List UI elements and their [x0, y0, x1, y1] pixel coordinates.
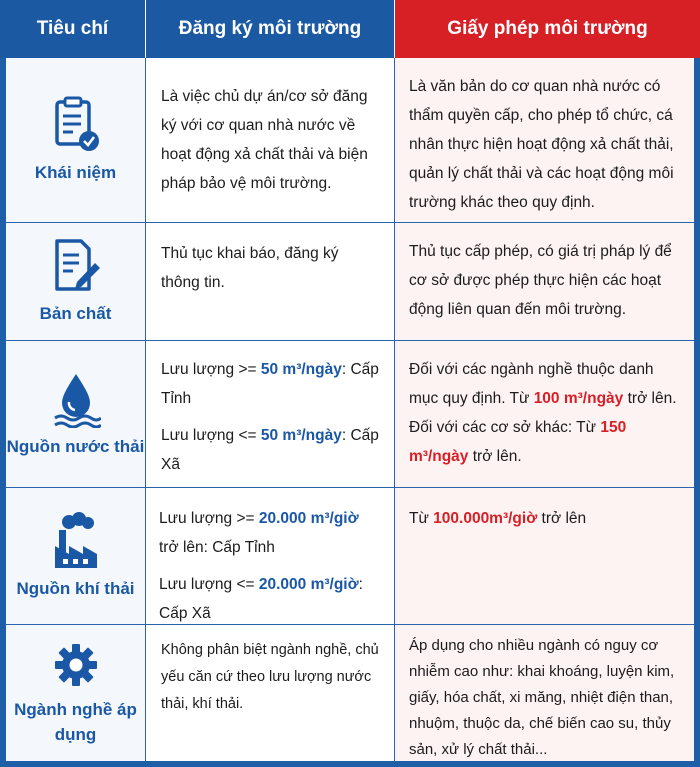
registration-line	[159, 504, 380, 562]
criteria-label: Ngành nghề áp dụng	[14, 700, 137, 744]
registration-line	[161, 355, 380, 413]
permit-line	[409, 413, 682, 471]
water-drop-icon	[51, 370, 101, 428]
text: trở lên	[537, 510, 587, 527]
permit-line	[409, 355, 682, 413]
table-row	[6, 625, 694, 761]
text: Đối với các ngành nghề thuộc danh mục quy định. Từ	[409, 361, 654, 407]
criteria-label: Bản chất	[39, 304, 112, 323]
criteria-cell	[6, 58, 146, 222]
registration-cell: Là việc chủ dự án/cơ sở đăng ký với cơ quan nhà nước về hoạt động xả chất thải và biện pháp bảo vệ môi trường.	[146, 58, 395, 222]
flow-value: 50 m³/ngày	[260, 361, 342, 378]
flow-value: 20.000 m³/giờ	[258, 576, 359, 593]
header-permit: Giấy phép môi trường	[395, 0, 700, 58]
factory-smoke-icon	[51, 512, 101, 570]
registration-line	[161, 421, 380, 479]
text: Từ	[409, 510, 434, 527]
text: : Cấp Xã	[161, 427, 379, 473]
registration-cell	[146, 341, 395, 487]
flow-value: 150 m³/ngày	[409, 419, 627, 465]
header-registration: Đăng ký môi trường	[146, 0, 395, 58]
table-row	[6, 223, 694, 341]
table-row	[6, 58, 694, 223]
permit-cell: Thủ tục cấp phép, có giá trị pháp lý để cơ sở được phép thực hiện các hoạt động liên quan đến môi trường.	[395, 223, 694, 340]
criteria-label: Nguồn khí thải	[16, 578, 135, 598]
text: Lưu lượng <=	[159, 576, 259, 593]
text: trở lên: Cấp Tỉnh	[159, 539, 275, 556]
permit-cell	[395, 341, 694, 487]
permit-cell	[395, 488, 694, 624]
text: Lưu lượng <=	[161, 427, 261, 444]
criteria-cell	[6, 341, 146, 487]
registration-cell: Thủ tục khai báo, đăng ký thông tin.	[146, 223, 395, 340]
document-pen-icon	[51, 237, 101, 295]
clipboard-check-icon	[51, 96, 101, 154]
table-row	[6, 341, 694, 488]
criteria-label: Nguồn nước thải	[6, 436, 145, 456]
criteria-cell	[6, 625, 146, 761]
text: Đối với các cơ sở khác: Từ	[409, 419, 601, 436]
flow-value: 20.000 m³/giờ	[258, 510, 359, 527]
text: Lưu lượng >=	[159, 510, 259, 527]
text: trở lên.	[623, 390, 677, 407]
registration-cell: Không phân biệt ngành nghề, chủ yếu căn cứ theo lưu lượng nước thải, khí thải.	[146, 625, 395, 761]
text: : Cấp Tỉnh	[161, 361, 379, 407]
text: trở lên.	[468, 448, 522, 465]
gear-icon	[51, 639, 101, 697]
permit-cell: Áp dụng cho nhiều ngành có nguy cơ nhiễm cao như: khai khoáng, luyện kim, giấy, hóa chất, xi măng, nhiệt điện than, nhuộm, thuộc da, chế biến cao su, thủy sản, xử lý chất thải...	[395, 625, 694, 761]
criteria-label: Khái niệm	[34, 162, 117, 182]
text: Lưu lượng >=	[161, 361, 261, 378]
table-header	[0, 0, 700, 58]
table-body	[6, 58, 694, 761]
criteria-cell	[6, 223, 146, 340]
text: : Cấp Xã	[159, 576, 363, 622]
header-criteria: Tiêu chí	[0, 0, 146, 58]
flow-value: 100.000m³/giờ	[433, 510, 538, 527]
table-row	[6, 488, 694, 625]
flow-value: 100 m³/ngày	[533, 390, 624, 407]
registration-line	[159, 570, 380, 628]
permit-cell: Là văn bản do cơ quan nhà nước có thẩm quyền cấp, cho phép tổ chức, cá nhân thực hiện hoạt động xả chất thải, quản lý chất thải và các hoạt động môi trường khác theo quy định.	[395, 58, 694, 222]
registration-cell	[146, 488, 395, 624]
criteria-cell	[6, 488, 146, 624]
flow-value: 50 m³/ngày	[260, 427, 342, 444]
